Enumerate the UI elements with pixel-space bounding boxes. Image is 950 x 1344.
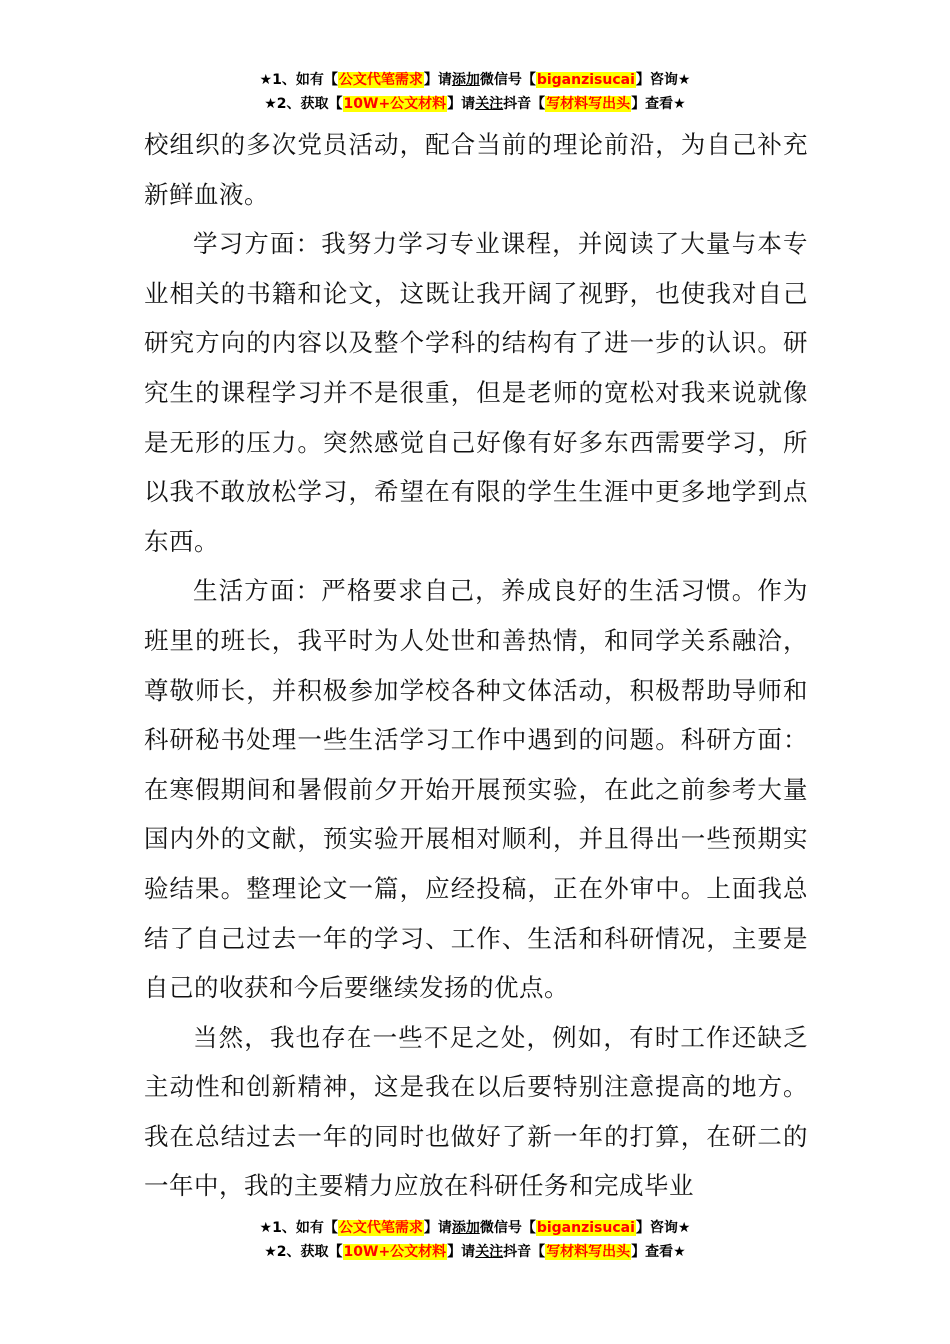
- paragraph-continuation: 校组织的多次党员活动，配合当前的理论前沿，为自己补充新鲜血液。: [144, 130, 808, 209]
- highlight-wechat-id: biganzisucai: [536, 1220, 635, 1236]
- highlight-service: 公文代笔需求: [338, 72, 423, 88]
- footer-banner: [0, 1216, 950, 1264]
- header-banner: [0, 68, 950, 116]
- paragraph-life: 生活方面：严格要求自己，养成良好的生活习惯。作为班里的班长，我平时为人处世和善热情，和同学关系融洽，尊敬师长，并积极参加学校各种文体活动，积极帮助导师和科研秘书处理一些生活学习工作中遇到的问题。科研方面：在寒假期间和暑假前夕开始开展预实验，在此之前参考大量国内外的文献，预实验开展相对顺利，并且得出一些预期实验结果。整理论文一篇，应经投稿，正在外审中。上面我总结了自己过去一年的学习、工作、生活和科研情况，主要是自己的收获和今后要继续发扬的优点。: [144, 576, 808, 1003]
- banner-line-2: ★2、获取【10W+公文材料】请关注抖音【写材料写出头】查看★: [264, 1244, 686, 1260]
- banner-line-2: ★2、获取【10W+公文材料】请关注抖音【写材料写出头】查看★: [264, 96, 686, 112]
- paragraph-shortcomings: 当然，我也存在一些不足之处，例如，有时工作还缺乏主动性和创新精神，这是我在以后要特别注意提高的地方。我在总结过去一年的同时也做好了新一年的打算，在研二的一年中，我的主要精力应放在科研任务和完成毕业: [144, 1022, 808, 1201]
- highlight-service: 公文代笔需求: [338, 1220, 423, 1236]
- highlight-douyin-id: 写材料写出头: [546, 96, 631, 112]
- banner-line-1: ★1、如有【公文代笔需求】请添加微信号【biganzisucai】咨询★: [259, 1220, 691, 1236]
- highlight-wechat-id: biganzisucai: [536, 72, 635, 88]
- document-body: [144, 120, 808, 1211]
- banner-line-1: ★1、如有【公文代笔需求】请添加微信号【biganzisucai】咨询★: [259, 72, 691, 88]
- highlight-douyin-id: 写材料写出头: [546, 1244, 631, 1260]
- highlight-materials: 10W+公文材料: [343, 1244, 447, 1260]
- paragraph-study: 学习方面：我努力学习专业课程，并阅读了大量与本专业相关的书籍和论文，这既让我开阔了视野，也使我对自己研究方向的内容以及整个学科的结构有了进一步的认识。研究生的课程学习并不是很重，但是老师的宽松对我来说就像是无形的压力。突然感觉自己好像有好多东西需要学习，所以我不敢放松学习，希望在有限的学生生涯中更多地学到点东西。: [144, 229, 808, 556]
- highlight-materials: 10W+公文材料: [343, 96, 447, 112]
